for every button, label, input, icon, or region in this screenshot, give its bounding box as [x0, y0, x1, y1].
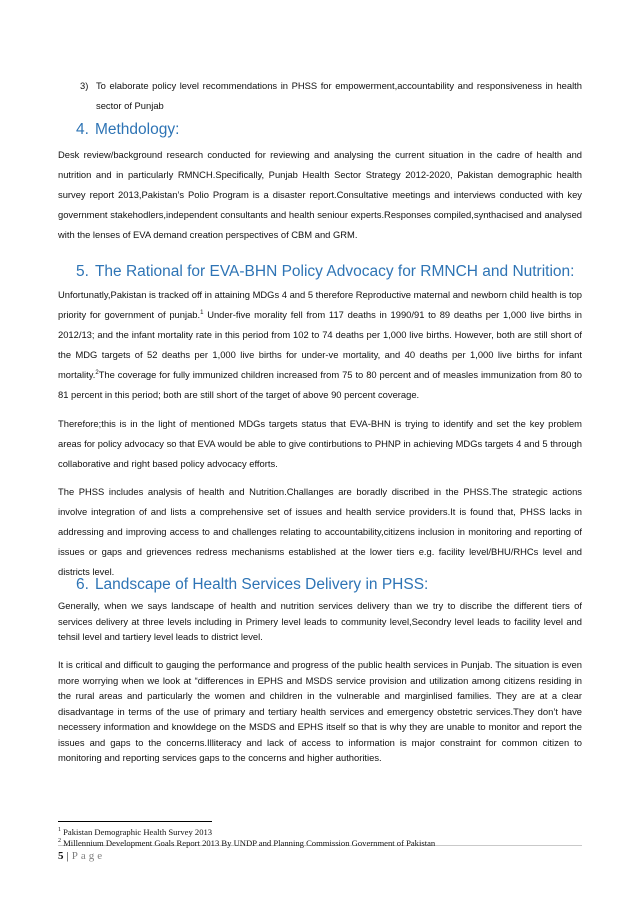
rational-body [58, 285, 582, 405]
page-footer [58, 850, 105, 862]
paragraph: Unfortunatly,Pakistan is tracked off in attaining MDGs 4 and 5 therefore Reproductive maternal and newborn child health is top priority for government of punjab.$^1$ Under-five morality fell from 117 deaths in 1990/91 to 89 deaths per 1,000 live births in 2012/13; and the infant mortality rate in this period from 102 to 74 deaths per 1,000 live births. However, both are still short of the MDG targets of 52 deaths per 1,000 live births for under-ve mortality, and 40 deaths per 1,000 live births for infant mortality.$^2$The coverage for fully immunized children increased from 75 to 80 percent and of measles immunization from 80 to 81 percent in this period; both are still short of the target of above 90 percent coverage. [58, 289, 582, 400]
landscape-paragraph-2 [58, 657, 582, 766]
rational-paragraph-3 [58, 482, 582, 582]
footnote-mark: 1 [58, 827, 61, 834]
section-heading-landscape [76, 576, 428, 594]
paragraph: It is critical and difficult to gauging the performance and progress of the public health services in Punjab. The situation is even more worrying when we look at “differences in EPHS and MSDS service provision and utilization among citizens residing in the rural areas and particularly the women and children in the vulnerable and marginlised families. They are at a clear disadvantage in terms of the use of primary and tertiary health services and emergency obstetric services.They don’t have necessery information and knowldege on the MSDS and EPHS itself so that is why they are unable to monitor and report the issues and gaps to the concerns.Illiteracy and lack of access to information is major constraint for common citizen to monitoring and reporting services gaps to the concerns and higher authorities. [58, 659, 582, 763]
footnote [58, 837, 582, 849]
section-title: Methdology: [94, 121, 180, 138]
footnote-separator [58, 821, 212, 822]
footnote-text: Millennium Development Goals Report 2013 By UNDP and Planning Commission Government of Pakistan [63, 838, 436, 848]
paragraph: Therefore;this is in the light of mentioned MDGs targets status that EVA-BHN is trying to identify and set the key problem areas for policy advocacy so that EVA would be able to give contirbutions to PHNP in achieving MDGs targets 4 and 5 through collaborative and right based policy advocacy efforts. [58, 418, 582, 469]
paragraph: Generally, when we says landscape of health and nutrition services delivery than we try to discribe the different tiers of services delivery at three levels including in Primery level leads to community level,Secondry level leads to facility level and tehsil level and tartiery level leads to district level. [58, 600, 582, 642]
section-number: 5. [76, 263, 89, 280]
footnote-ref: 2 [95, 369, 99, 376]
section-number: 4. [76, 121, 89, 138]
objective-list-item [80, 76, 582, 116]
footnote-mark: 2 [58, 838, 61, 845]
section-title: The Rational for EVA-BHN Policy Advocacy for RMNCH and Nutrition: [94, 263, 575, 280]
section-title: Landscape of Health Services Delivery in PHSS: [94, 576, 429, 593]
paragraph: The PHSS includes analysis of health and Nutrition.Challanges are boradly discribed in the PHSS.The strategic actions involve integration of and lists a comprehensive set of issues and health service providers.It is found that, PHSS lacks in addressing and improving access to and challenges relating to accountability,citizens inclusion in monitoring and reporting of issues or gaps and grievences redress mechanisms established at the lower tiers e.g. facility level/BHU/RHCs level and districts level. [58, 486, 582, 577]
list-number: 3) [80, 80, 89, 91]
rational-paragraph-2 [58, 414, 582, 474]
section-heading-rational [76, 263, 574, 281]
paragraph: Desk review/background research conducted for reviewing and analysing the current situation in the cadre of health and nutrition and in particularly RMNCH.Specifically, Punjab Health Sector Strategy 2012-2020, Pakistan demographic health survey report 2013,Pakistan’s Polio Program is a disaster report.Consultative meetings and interviews conducted with key government stakehodlers,independent consultants and health seniour experts.Responses compiled,synthacised and analysed with the lenses of EVA demand creation perspectives of CBM and GRM. [58, 149, 582, 240]
methodology-body [58, 145, 582, 245]
list-text: To elaborate policy level recommendations in PHSS for empowerment,accountability and responsiveness in health sector of Punjab [96, 80, 582, 111]
section-number: 6. [76, 576, 89, 593]
page-number: 5 [58, 850, 64, 862]
footnote-ref: 1 [200, 309, 204, 316]
page-separator: | [66, 850, 69, 862]
section-heading-methodology [76, 121, 179, 139]
landscape-body [58, 598, 582, 645]
page-label: Page [71, 850, 106, 862]
footnote-text: Pakistan Demographic Health Survey 2013 [63, 827, 213, 837]
